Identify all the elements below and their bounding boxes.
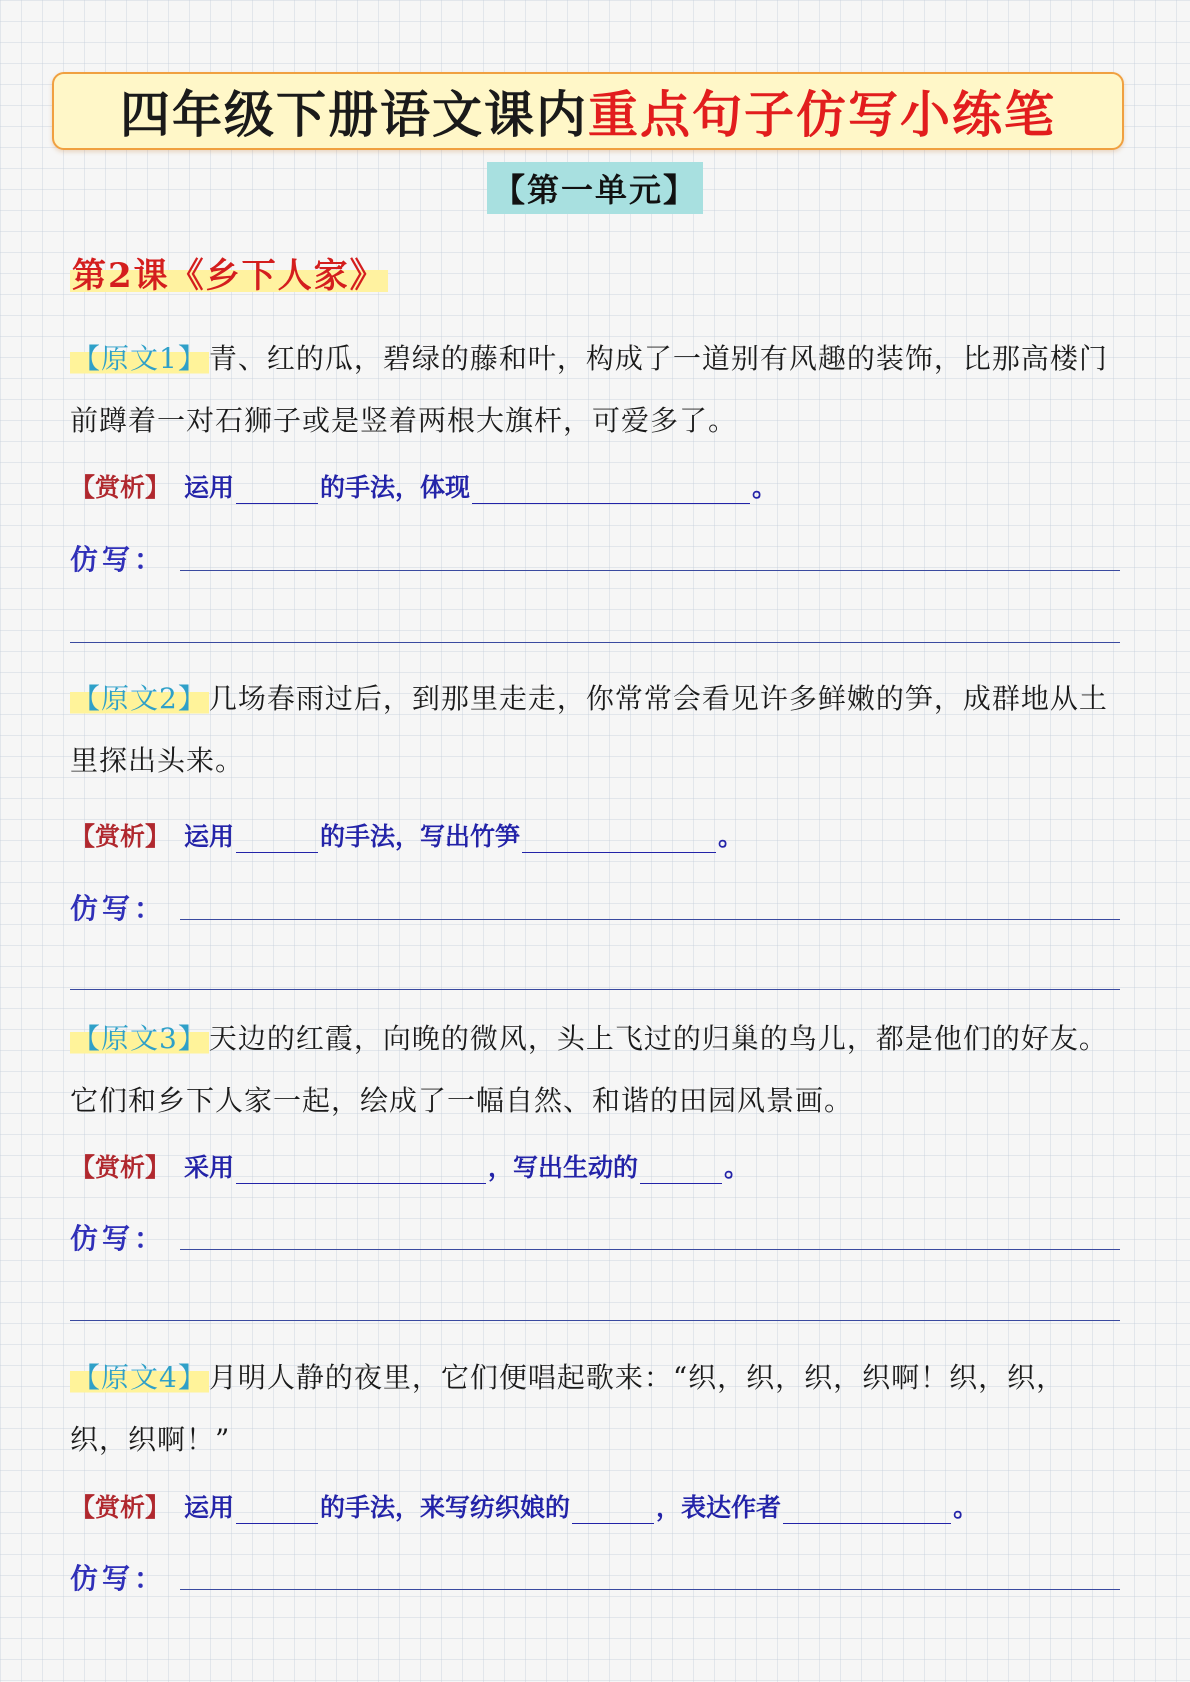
imitate-label-4: 仿写： [70, 1562, 167, 1595]
fill-blank[interactable] [236, 479, 318, 504]
fill-blank[interactable] [572, 1499, 654, 1524]
analysis-text: 采用 [184, 1153, 235, 1182]
imitate-line[interactable] [180, 1589, 1120, 1590]
title-part-1: 四年级下册语文课内 [120, 85, 588, 144]
analysis-text: ，写出生动的 [488, 1153, 639, 1182]
analysis-label-4: 【赏析】 [70, 1493, 171, 1522]
analysis-1 [70, 468, 777, 504]
analysis-label-2: 【赏析】 [70, 822, 171, 851]
fill-blank[interactable] [522, 828, 716, 853]
original-sentence-2: 几场春雨过后，到那里走走，你常常会看见许多鲜嫩的笋，成群地从土里探出头来。 [70, 682, 1108, 777]
original-text-3 [70, 1008, 1120, 1132]
analysis-text: ，表达作者 [656, 1493, 782, 1522]
analysis-label-3: 【赏析】 [70, 1153, 171, 1182]
analysis-text: 运用 [184, 822, 235, 851]
analysis-text: 运用 [184, 473, 235, 502]
analysis-3 [70, 1148, 749, 1184]
imitate-line[interactable] [180, 1249, 1120, 1250]
fill-blank[interactable] [472, 479, 750, 504]
analysis-text: 的手法，写出竹笋 [320, 822, 521, 851]
analysis-text: 的手法，体现 [320, 473, 471, 502]
analysis-text: 。 [718, 822, 744, 851]
imitate-label-2: 仿写： [70, 892, 167, 925]
imitate-line[interactable] [180, 570, 1120, 571]
fill-blank[interactable] [236, 828, 318, 853]
original-sentence-1: 青、红的瓜，碧绿的藤和叶，构成了一道别有风趣的装饰，比那高楼门前蹲着一对石狮子或是竖着两根大旗杆，可爱多了。 [70, 342, 1108, 437]
analysis-4 [70, 1488, 978, 1524]
original-label-1: 【原文1】 [72, 342, 207, 375]
original-sentence-3: 天边的红霞，向晚的微风，头上飞过的归巢的鸟儿，都是他们的好友。它们和乡下人家一起，绘成了一幅自然、和谐的田园风景画。 [70, 1022, 1108, 1117]
original-label-2: 【原文2】 [72, 682, 207, 715]
title-part-2: 重点句子仿写小练笔 [588, 85, 1056, 144]
original-text-4 [70, 1347, 1120, 1471]
analysis-text: 。 [724, 1153, 750, 1182]
original-text-2 [70, 668, 1120, 792]
imitate-line[interactable] [70, 642, 1120, 643]
imitate-line[interactable] [180, 919, 1120, 920]
analysis-text: 运用 [184, 1493, 235, 1522]
lesson-title: 第2课《乡下人家》 [70, 248, 388, 297]
fill-blank[interactable] [236, 1159, 486, 1184]
analysis-label-1: 【赏析】 [70, 473, 171, 502]
analysis-text: 。 [953, 1493, 979, 1522]
fill-blank[interactable] [640, 1159, 722, 1184]
original-label-3: 【原文3】 [72, 1022, 207, 1055]
fill-blank[interactable] [236, 1499, 318, 1524]
analysis-text: 。 [752, 473, 778, 502]
imitate-line[interactable] [70, 989, 1120, 990]
fill-blank[interactable] [783, 1499, 951, 1524]
unit-badge: 【第一单元】 [487, 162, 703, 214]
page-title [52, 72, 1124, 150]
imitate-line[interactable] [70, 1320, 1120, 1321]
analysis-text: 的手法，来写纺织娘的 [320, 1493, 571, 1522]
original-sentence-4: 月明人静的夜里，它们便唱起歌来：“织，织，织，织啊！织，织，织，织啊！” [70, 1361, 1066, 1456]
imitate-label-1: 仿写： [70, 543, 167, 576]
analysis-2 [70, 817, 743, 853]
imitate-label-3: 仿写： [70, 1222, 167, 1255]
original-label-4: 【原文4】 [72, 1361, 207, 1394]
original-text-1 [70, 328, 1120, 452]
